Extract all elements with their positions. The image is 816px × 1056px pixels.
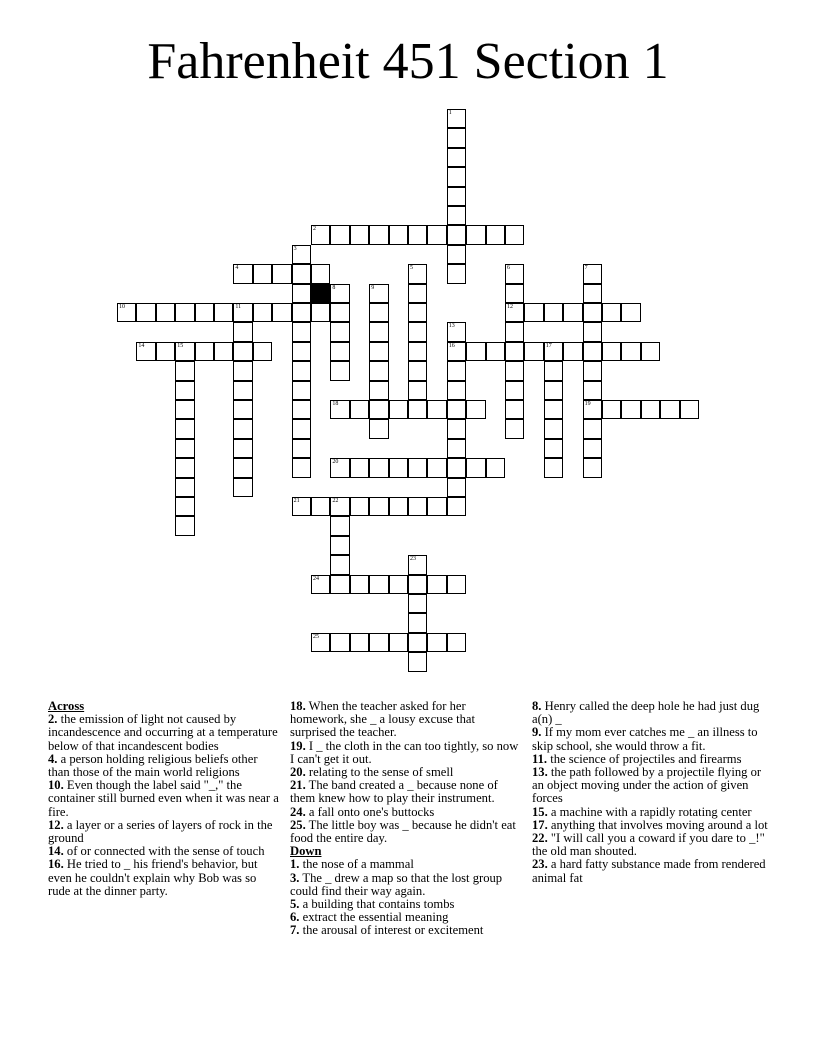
grid-cell[interactable]: [408, 497, 427, 516]
clue-down: [532, 766, 772, 806]
grid-cell[interactable]: [292, 361, 311, 380]
grid-cell[interactable]: [544, 400, 563, 419]
clue-number-label: 3.: [290, 870, 300, 885]
grid-cell[interactable]: [544, 381, 563, 400]
grid-cell[interactable]: [350, 400, 369, 419]
clue-text: "I will call you a coward if you dare to _!" the old man shouted.: [532, 831, 765, 859]
clue-number-label: 19.: [290, 738, 306, 753]
grid-cell[interactable]: [602, 400, 621, 419]
grid-cell[interactable]: [272, 264, 291, 283]
clues-column-2: [290, 700, 522, 938]
grid-cell[interactable]: [408, 284, 427, 303]
clue-number-label: 24.: [290, 804, 306, 819]
grid-cell[interactable]: [427, 575, 446, 594]
clue-text: The _ drew a map so that the lost group could find their way again.: [290, 870, 503, 898]
clue-down: [532, 700, 772, 726]
grid-cell[interactable]: [505, 284, 524, 303]
grid-cell[interactable]: [272, 303, 291, 322]
grid-cell[interactable]: [447, 575, 466, 594]
clue-number-label: 5.: [290, 897, 300, 912]
grid-cell[interactable]: [583, 303, 602, 322]
grid-cell[interactable]: [408, 555, 427, 574]
grid-cell[interactable]: [369, 400, 388, 419]
grid-cell[interactable]: [330, 284, 349, 303]
grid-cell[interactable]: [389, 400, 408, 419]
grid-cell[interactable]: [156, 303, 175, 322]
grid-cell[interactable]: [505, 419, 524, 438]
grid-cell[interactable]: [292, 458, 311, 477]
clue-down: [290, 924, 522, 937]
grid-cell[interactable]: [330, 361, 349, 380]
grid-cell[interactable]: [408, 613, 427, 632]
grid-cell[interactable]: [233, 342, 252, 361]
grid-cell[interactable]: [583, 342, 602, 361]
grid-cell[interactable]: [369, 284, 388, 303]
grid-cell[interactable]: [233, 303, 252, 322]
grid-cell[interactable]: [195, 342, 214, 361]
grid-cell[interactable]: [311, 303, 330, 322]
clue-down: [532, 726, 772, 752]
grid-cell[interactable]: [330, 458, 349, 477]
grid-cell[interactable]: [408, 381, 427, 400]
grid-cell[interactable]: [583, 381, 602, 400]
clue-number-label: 1.: [290, 857, 300, 872]
grid-cell[interactable]: [583, 322, 602, 341]
grid-cell[interactable]: [350, 575, 369, 594]
grid-cell[interactable]: [408, 458, 427, 477]
clue-down: [532, 858, 772, 884]
clue-text: of or connected with the sense of touch: [63, 844, 265, 859]
clue-across: [48, 753, 280, 779]
clue-number: 13: [448, 323, 455, 330]
grid-cell[interactable]: [369, 497, 388, 516]
clue-number: 4: [235, 265, 239, 272]
clue-text: extract the essential meaning: [299, 910, 449, 925]
clue-text: relating to the sense of smell: [305, 765, 454, 780]
grid-cell[interactable]: [621, 303, 640, 322]
clue-number: 23: [410, 556, 416, 563]
clue-text: Even though the label said "_," the container still burned even when it was near a fire.: [48, 778, 279, 819]
grid-cell[interactable]: [175, 439, 194, 458]
clue-text: He tried to _ his friend's behavior, but even he couldn't explain why Bob was so rude at the dinner party.: [48, 857, 258, 898]
grid-cell[interactable]: [311, 575, 330, 594]
grid-cell[interactable]: [389, 225, 408, 244]
grid-cell[interactable]: [311, 497, 330, 516]
grid-cell[interactable]: [427, 225, 446, 244]
grid-cell[interactable]: [544, 361, 563, 380]
clue-number-label: 18.: [290, 699, 306, 713]
clue-number-label: 9.: [532, 725, 542, 740]
clue-text: the emission of light not caused by incandescence and occurring at a temperature below of that incandescent bodies: [48, 712, 278, 753]
grid-cell[interactable]: [233, 361, 252, 380]
grid-cell[interactable]: [175, 516, 194, 535]
grid-cell[interactable]: [350, 633, 369, 652]
grid-cell[interactable]: [389, 497, 408, 516]
clue-number-label: 13.: [532, 765, 548, 780]
grid-cell[interactable]: [408, 633, 427, 652]
clue-number: 3: [293, 245, 297, 252]
grid-cell[interactable]: [505, 342, 524, 361]
grid-cell[interactable]: [311, 225, 330, 244]
grid-cell[interactable]: [233, 400, 252, 419]
grid-cell[interactable]: [641, 400, 660, 419]
grid-cell[interactable]: [175, 478, 194, 497]
clue-across: [48, 858, 280, 898]
grid-cell[interactable]: [369, 342, 388, 361]
grid-cell[interactable]: [292, 342, 311, 361]
grid-cell[interactable]: [369, 458, 388, 477]
clue-number: 24: [313, 575, 319, 582]
clue-number: 22: [332, 498, 339, 504]
grid-cell[interactable]: [427, 633, 446, 652]
clue-number: 1: [448, 110, 452, 116]
grid-cell[interactable]: [466, 458, 485, 477]
clue-number-label: 11.: [532, 751, 548, 766]
clue-number: 6: [507, 265, 510, 272]
clue-number: 25: [313, 633, 319, 640]
clue-text: a building that contains tombs: [299, 897, 455, 912]
grid-cell[interactable]: [544, 303, 563, 322]
grid-cell[interactable]: [447, 400, 466, 419]
grid-cell[interactable]: [369, 419, 388, 438]
grid-cell[interactable]: [214, 303, 233, 322]
grid-cell[interactable]: [486, 225, 505, 244]
grid-cell[interactable]: [447, 187, 466, 206]
grid-cell[interactable]: [311, 633, 330, 652]
clue-number-label: 23.: [532, 857, 548, 872]
grid-cell[interactable]: [408, 575, 427, 594]
grid-cell[interactable]: [253, 303, 272, 322]
grid-cell[interactable]: [292, 303, 311, 322]
grid-cell[interactable]: [583, 400, 602, 419]
clue-text: The little boy was _ because he didn't eat food the entire day.: [290, 817, 516, 846]
grid-cell[interactable]: [447, 342, 466, 361]
clue-number-label: 20.: [290, 765, 306, 780]
grid-cell[interactable]: [253, 264, 272, 283]
clue-text: If my mom ever catches me _ an illness to skip school, she would throw a fit.: [532, 725, 758, 753]
grid-cell[interactable]: [292, 264, 311, 283]
clue-number: 20: [332, 459, 339, 466]
grid-cell[interactable]: [292, 284, 311, 303]
clue-text: a fall onto one's buttocks: [305, 804, 435, 819]
grid-cell[interactable]: [175, 303, 194, 322]
grid-cell[interactable]: [408, 225, 427, 244]
clue-number: 18: [332, 401, 339, 407]
grid-cell[interactable]: [583, 264, 602, 283]
grid-cell[interactable]: [583, 284, 602, 303]
clue-text: a machine with a rapidly rotating center: [547, 804, 752, 819]
grid-cell[interactable]: [292, 497, 311, 516]
grid-cell[interactable]: [330, 400, 349, 419]
grid-cell[interactable]: [408, 322, 427, 341]
grid-cell[interactable]: [447, 439, 466, 458]
grid-cell[interactable]: [544, 458, 563, 477]
clue-number: 16: [448, 342, 455, 349]
grid-cell-black: [311, 284, 330, 303]
grid-cell[interactable]: [350, 497, 369, 516]
clue-number-label: 10.: [48, 778, 64, 793]
grid-cell[interactable]: [583, 458, 602, 477]
grid-cell[interactable]: [524, 342, 543, 361]
clues-column-3: [532, 700, 772, 885]
clue-number-label: 7.: [290, 923, 300, 938]
grid-cell[interactable]: [369, 322, 388, 341]
grid-cell[interactable]: [563, 303, 582, 322]
grid-cell[interactable]: [621, 342, 640, 361]
clue-text: anything that involves moving around a lot: [547, 817, 768, 832]
grid-cell[interactable]: [233, 458, 252, 477]
grid-cell[interactable]: [408, 400, 427, 419]
grid-cell[interactable]: [505, 361, 524, 380]
clue-text: the path followed by a projectile flying or an object moving under the action of given forces: [532, 765, 762, 806]
grid-cell[interactable]: [330, 322, 349, 341]
grid-cell[interactable]: [505, 400, 524, 419]
clue-across: [290, 740, 522, 766]
grid-cell[interactable]: [175, 342, 194, 361]
clue-number-label: 15.: [532, 804, 548, 819]
grid-cell[interactable]: [447, 264, 466, 283]
clue-text: the science of projectiles and firearms: [547, 751, 742, 766]
grid-cell[interactable]: [505, 303, 524, 322]
grid-cell[interactable]: [505, 264, 524, 283]
grid-cell[interactable]: [292, 245, 311, 264]
clue-number-label: 21.: [290, 778, 306, 793]
clue-number: 2: [313, 226, 316, 233]
grid-cell[interactable]: [602, 303, 621, 322]
grid-cell[interactable]: [621, 400, 640, 419]
clue-across: [290, 779, 522, 805]
clue-across: [290, 819, 522, 845]
grid-cell[interactable]: [505, 381, 524, 400]
grid-cell[interactable]: [117, 303, 136, 322]
grid-cell[interactable]: [408, 342, 427, 361]
grid-cell[interactable]: [350, 458, 369, 477]
grid-cell[interactable]: [583, 361, 602, 380]
grid-cell[interactable]: [447, 245, 466, 264]
grid-cell[interactable]: [447, 109, 466, 128]
clue-number-label: 4.: [48, 751, 58, 766]
grid-cell[interactable]: [544, 439, 563, 458]
grid-cell[interactable]: [447, 458, 466, 477]
clue-number-label: 12.: [48, 817, 64, 832]
grid-cell[interactable]: [292, 322, 311, 341]
clue-number: 17: [545, 342, 552, 349]
grid-cell[interactable]: [447, 148, 466, 167]
grid-cell[interactable]: [233, 264, 252, 283]
grid-cell[interactable]: [389, 575, 408, 594]
clue-number: 7: [584, 265, 588, 272]
grid-cell[interactable]: [330, 342, 349, 361]
grid-cell[interactable]: [330, 633, 349, 652]
grid-cell[interactable]: [330, 225, 349, 244]
grid-cell[interactable]: [292, 419, 311, 438]
grid-cell[interactable]: [408, 361, 427, 380]
grid-cell[interactable]: [292, 381, 311, 400]
grid-cell[interactable]: [447, 225, 466, 244]
grid-cell[interactable]: [447, 381, 466, 400]
grid-cell[interactable]: [311, 264, 330, 283]
grid-cell[interactable]: [233, 322, 252, 341]
grid-cell[interactable]: [330, 575, 349, 594]
clue-text: I _ the cloth in the can too tightly, so now I can't get it out.: [290, 738, 519, 766]
grid-cell[interactable]: [466, 225, 485, 244]
grid-cell[interactable]: [330, 516, 349, 535]
grid-cell[interactable]: [563, 342, 582, 361]
clue-number: 9: [371, 284, 375, 291]
grid-cell[interactable]: [389, 458, 408, 477]
grid-cell[interactable]: [583, 419, 602, 438]
grid-cell[interactable]: [447, 478, 466, 497]
grid-cell[interactable]: [544, 342, 563, 361]
grid-cell[interactable]: [447, 497, 466, 516]
grid-cell[interactable]: [136, 342, 155, 361]
grid-cell[interactable]: [214, 342, 233, 361]
grid-cell[interactable]: [602, 342, 621, 361]
grid-cell[interactable]: [389, 633, 408, 652]
clue-number: 10: [119, 304, 125, 310]
clue-text: a hard fatty substance made from rendered animal fat: [532, 857, 766, 885]
grid-cell[interactable]: [233, 478, 252, 497]
grid-cell[interactable]: [447, 419, 466, 438]
clue-number-label: 6.: [290, 910, 300, 925]
clue-number-label: 25.: [290, 817, 306, 832]
clue-number: 5: [410, 265, 413, 272]
clue-text: The band created a _ because none of them knew how to play their instrument.: [290, 778, 498, 806]
clue-number: 14: [138, 342, 145, 349]
grid-cell[interactable]: [175, 381, 194, 400]
grid-cell[interactable]: [292, 400, 311, 419]
clue-across: [48, 713, 280, 753]
clue-number-label: 2.: [48, 712, 58, 727]
grid-cell[interactable]: [486, 342, 505, 361]
grid-cell[interactable]: [505, 225, 524, 244]
grid-cell[interactable]: [660, 400, 679, 419]
clue-number: 11: [235, 304, 242, 310]
grid-cell[interactable]: [136, 303, 155, 322]
clues-column-1: [48, 700, 280, 898]
clue-number: 12: [507, 304, 513, 310]
grid-cell[interactable]: [447, 322, 466, 341]
grid-cell[interactable]: [195, 303, 214, 322]
clue-across: [48, 819, 280, 845]
clue-number-label: 22.: [532, 831, 548, 846]
grid-cell[interactable]: [447, 361, 466, 380]
clue-number-label: 14.: [48, 844, 64, 859]
grid-cell[interactable]: [447, 167, 466, 186]
grid-cell[interactable]: [330, 536, 349, 555]
grid-cell[interactable]: [233, 381, 252, 400]
clue-down: [532, 832, 772, 858]
grid-cell[interactable]: [233, 419, 252, 438]
across-header: Across: [48, 699, 85, 713]
grid-cell[interactable]: [369, 303, 388, 322]
clue-text: Henry called the deep hole he had just dug a(n) _: [532, 699, 760, 727]
grid-cell[interactable]: [447, 206, 466, 225]
grid-cell[interactable]: [524, 303, 543, 322]
grid-cell[interactable]: [544, 419, 563, 438]
grid-cell[interactable]: [175, 458, 194, 477]
grid-cell[interactable]: [369, 225, 388, 244]
grid-cell[interactable]: [408, 303, 427, 322]
clue-number: 8: [332, 284, 336, 291]
clue-down: [290, 872, 522, 898]
grid-cell[interactable]: [330, 303, 349, 322]
grid-cell[interactable]: [369, 633, 388, 652]
clue-text: the nose of a mammal: [299, 857, 414, 872]
clue-text: the arousal of interest or excitement: [299, 923, 484, 938]
clue-across: [290, 700, 522, 740]
clue-number-label: 17.: [532, 817, 548, 832]
grid-cell[interactable]: [253, 342, 272, 361]
clue-text: When the teacher asked for her homework, she _ a lousy excuse that surprised the teacher.: [290, 699, 476, 740]
grid-cell[interactable]: [175, 361, 194, 380]
grid-cell[interactable]: [156, 342, 175, 361]
grid-cell[interactable]: [369, 575, 388, 594]
page-title: Fahrenheit 451 Section 1: [147, 33, 669, 90]
clue-number-label: 8.: [532, 699, 542, 713]
grid-cell[interactable]: [408, 652, 427, 671]
grid-cell[interactable]: [175, 400, 194, 419]
clue-text: a person holding religious beliefs other than those of the main world religions: [48, 751, 258, 780]
clue-number: 19: [584, 401, 591, 407]
grid-cell[interactable]: [330, 555, 349, 574]
grid-cell[interactable]: [330, 497, 349, 516]
clue-number-label: 16.: [48, 857, 64, 872]
grid-cell[interactable]: [350, 225, 369, 244]
clue-across: [48, 779, 280, 819]
grid-cell[interactable]: [641, 342, 660, 361]
grid-cell[interactable]: [447, 633, 466, 652]
grid-cell[interactable]: [466, 342, 485, 361]
grid-cell[interactable]: [427, 458, 446, 477]
grid-cell[interactable]: [408, 264, 427, 283]
grid-cell[interactable]: [175, 497, 194, 516]
grid-cell[interactable]: [369, 381, 388, 400]
grid-cell[interactable]: [175, 419, 194, 438]
grid-cell[interactable]: [583, 439, 602, 458]
grid-cell[interactable]: [233, 439, 252, 458]
grid-cell[interactable]: [369, 361, 388, 380]
grid-cell[interactable]: [447, 128, 466, 147]
grid-cell[interactable]: [408, 594, 427, 613]
grid-cell[interactable]: [427, 497, 446, 516]
grid-cell[interactable]: [680, 400, 699, 419]
clue-number: 21: [293, 498, 300, 504]
grid-cell[interactable]: [505, 322, 524, 341]
clue-text: a layer or a series of layers of rock in the ground: [48, 817, 273, 846]
grid-cell[interactable]: [466, 400, 485, 419]
grid-cell[interactable]: [486, 458, 505, 477]
grid-cell[interactable]: [427, 400, 446, 419]
clue-number: 15: [177, 342, 184, 349]
grid-cell[interactable]: [292, 439, 311, 458]
down-header: Down: [290, 844, 322, 859]
